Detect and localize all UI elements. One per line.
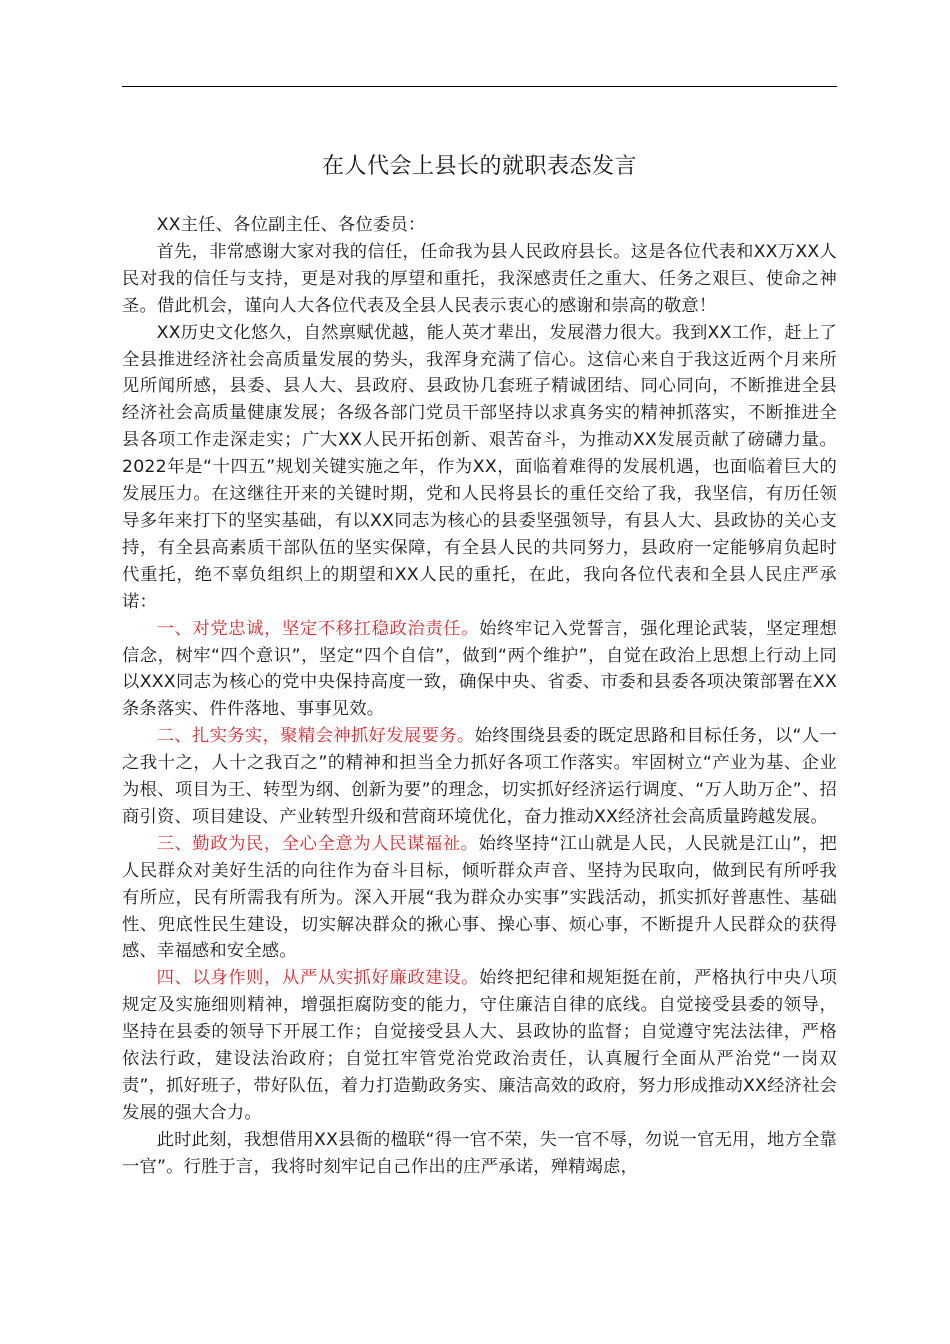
salutation: XX主任、各位副主任、各位委员：: [156, 215, 426, 235]
pledge-paragraph: [122, 965, 837, 1126]
pledge-paragraph: [122, 616, 837, 724]
pledge-heading: 二、扎实务实，聚精会神抓好发展要务。: [156, 726, 475, 747]
pledge-paragraph: [122, 723, 837, 831]
paragraph-text: 始终坚持“江山就是人民，人民就是江山”，把人民群众对美好生活的向往作为奋斗目标，倾听群众声音、坚持为民取向，做到民有所呼我有所应，民有所需我有所为。深入开展“我为群众办实事”实践活动，抓实抓好普惠性、基础性、兜底性民生建设，切实解决群众的揪心事、操心事、烦心事，不断提升人民群众的获得感、幸福感和安全感。: [122, 833, 837, 962]
pledge-heading: 一、对党忠诚，坚定不移扛稳政治责任。: [156, 618, 480, 639]
document-title: 在人代会上县长的就职表态发言: [321, 154, 637, 179]
paragraph: [122, 320, 837, 616]
pledge-heading: 四、以身作则，从严从实抓好廉政建设。: [156, 968, 480, 989]
document-body: [122, 212, 837, 1181]
header-rule: [122, 86, 837, 87]
paragraph-text: 始终围绕县委的既定思路和目标任务，以“人一之我十之，人十之我百之”的精神和担当全力抓好各项工作落实。牢固树立“产业为基、企业为根、项目为王、转型为纲、创新为要”的理念，切实抓好经济运行调度、“万人助万企”、招商引资、项目建设、产业转型升级和营商环境优化，奋力推动XX经济社会高质量跨越发展。: [122, 726, 838, 827]
pledge-heading: 三、勤政为民，全心全意为人民谋福祉。: [156, 833, 479, 854]
paragraph-text: 始终牢记入党誓言，强化理论武装，坚定理想信念，树牢“四个意识”，坚定“四个自信”，做到“两个维护”，自觉在政治上思想上行动上同以XXX同志为核心的党中央保持高度一致，确保中央、省委、市委和县委各项决策部署在XX条条落实、件件落地、事事见效。: [122, 618, 837, 720]
paragraph: [122, 239, 837, 320]
paragraph-text: 首先，非常感谢大家对我的信任，任命我为县人民政府县长。这是各位代表和XX万XX人民对我的信任与支持，更是对我的厚望和重托，我深感责任之重大、任务之艰巨、使命之神圣。借此机会，谨向人大各位代表及全县人民表示衷心的感谢和崇高的敬意！: [122, 241, 837, 316]
paragraph-text: 此时此刻，我想借用XX县衙的楹联“得一官不荣，失一官不辱，勿说一官无用，地方全靠一官”。行胜于言，我将时刻牢记自己作出的庄严承诺，殚精竭虑，: [122, 1129, 837, 1177]
paragraph: [122, 1127, 837, 1181]
pledge-paragraph: [122, 831, 837, 966]
paragraph-text: 始终把纪律和规矩挺在前，严格执行中央八项规定及实施细则精神，增强拒腐防变的能力，守住廉洁自律的底线。自觉接受县委的领导，坚持在县委的领导下开展工作；自觉接受县人大、县政协的监督；自觉遵守宪法法律，严格依法行政，建设法治政府；自觉扛牢管党治党政治责任，认真履行全面从严治党“一岗双责”，抓好班子，带好队伍，着力打造勤政务实、廉洁高效的政府，努力形成推动XX经济社会发展的强大合力。: [122, 968, 838, 1123]
paragraph-text: XX历史文化悠久，自然禀赋优越，能人英才辈出，发展潜力很大。我到XX工作，赶上了全县推进经济社会高质量发展的势头，我浑身充满了信心。这信心来自于我这近两个月来所见所闻所感，县委、县人大、县政府、县政协几套班子精诚团结、同心同向，不断推进全县经济社会高质量健康发展；各级各部门党员干部坚持以求真务实的精神抓落实，不断推进全县各项工作走深走实；广大XX人民开拓创新、艰苦奋斗，为推动XX发展贡献了磅礴力量。2022年是“十四五”规划关键实施之年，作为XX，面临着难得的发展机遇，也面临着巨大的发展压力。在这继往开来的关键时期，党和人民将县长的重任交给了我，我坚信，有历任领导多年来打下的坚实基础，有以XX同志为核心的县委坚强领导，有县人大、县政协的关心支持，有全县高素质干部队伍的坚实保障，有全县人民的共同努力，县政府一定能够肩负起时代重托，绝不辜负组织上的期望和XX人民的重托，在此，我向各位代表和全县人民庄严承诺：: [122, 322, 837, 612]
